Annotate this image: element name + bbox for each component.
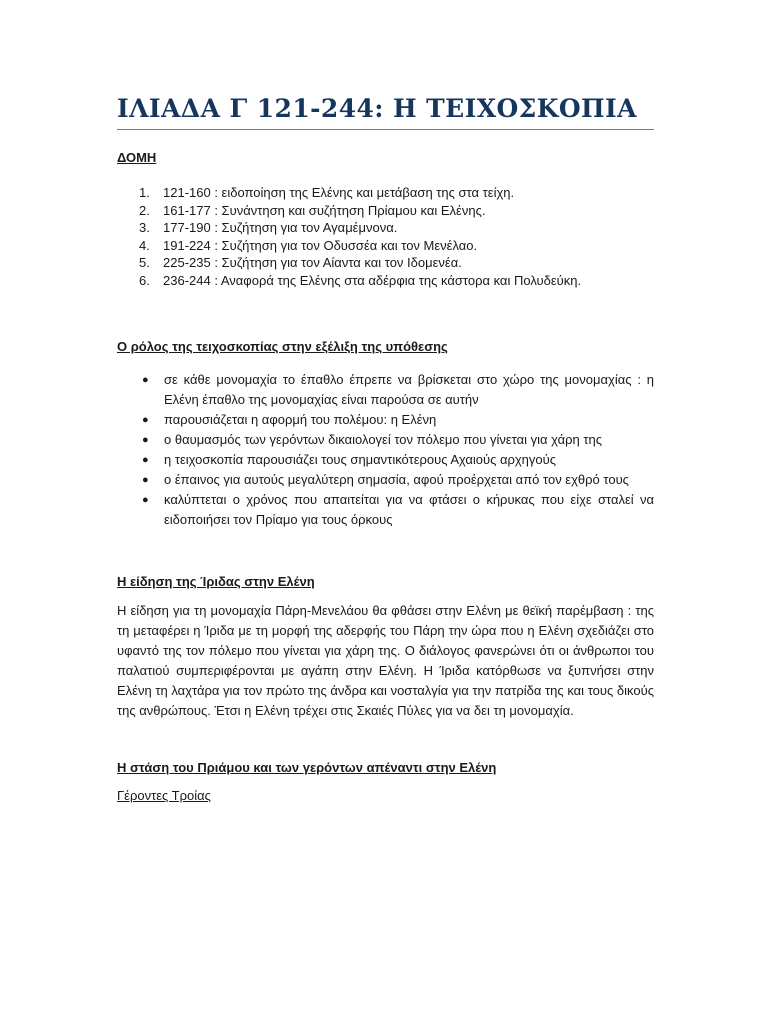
list-number: 6. [139,272,150,288]
list-item [117,184,654,202]
bullet-icon: ● [142,474,149,486]
list-item-text: ο έπαινος για αυτούς μεγαλύτερη σημασία, αφού προέρχεται από τον εχθρό τους [164,472,629,487]
list-item-text: ο θαυμασμός των γερόντων δικαιολογεί τον πόλεμο που γίνεται για χάρη της [164,432,602,447]
list-item [117,450,654,470]
structure-heading: ΔΟΜΗ [117,150,157,165]
title-underline [117,129,654,130]
list-item [117,254,654,272]
list-item [117,202,654,220]
list-item-text: 225-235 : Συζήτηση για τον Αίαντα και τον Ιδομενέα. [163,255,462,270]
list-item-text: 177-190 : Συζήτηση για τον Αγαμέμνονα. [163,220,398,235]
list-item [117,370,654,410]
list-item-text: η τειχοσκοπία παρουσιάζει τους σημαντικότερους Αχαιούς αρχηγούς [164,452,557,467]
list-item-text: 191-224 : Συζήτηση για τον Οδυσσέα και τον Μενέλαο. [163,237,478,253]
role-bullet-list [117,370,654,530]
list-item [117,490,654,530]
priam-section [117,759,654,805]
list-item-text: σε κάθε μονομαχία το έπαθλο έπρεπε να βρίσκεται στο χώρο της μονομαχίας : η Ελένη έπαθλο της μονομαχίας είναι παρούσα σε αυτήν [164,372,654,407]
bullet-icon: ● [142,454,149,466]
list-item-text: παρουσιάζεται η αφορμή του πολέμου: η Ελένη [164,412,437,427]
iris-heading: Η είδηση της Ίριδας στην Ελένη [117,574,315,589]
priam-subheading: Γέροντες Τροίας [117,788,211,803]
list-number: 1. [139,185,150,200]
list-item [117,272,654,290]
priam-heading: Η στάση του Πριάμου και των γερόντων απέναντι στην Ελένη [117,760,497,775]
list-item-text: 161-177 : Συνάντηση και συζήτηση Πρίαμου και Ελένης. [163,202,486,218]
list-number: 4. [139,237,150,253]
list-item-text: καλύπτεται ο χρόνος που απαιτείται για να φτάσει ο κήρυκας που είχε σταλεί να ειδοποιήσει τον Πρίαμο για τους όρκους [164,492,654,527]
list-item-text: 236-244 : Αναφορά της Ελένης στα αδέρφια της κάστορα και Πολυδεύκη. [163,272,582,288]
list-item-text: 121-160 : ειδοποίηση της Ελένης και μετάβαση της στα τείχη. [163,185,515,200]
iris-section [117,573,654,721]
bullet-icon: ● [142,494,149,506]
list-item [117,219,654,237]
list-number: 5. [139,255,150,270]
iris-paragraph: Η είδηση για τη μονομαχία Πάρη-Μενελάου θα φθάσει στην Ελένη με θεϊκή παρέμβαση : της τη μεταφέρει η Ίριδα με τη μορφή της αδερφής του Πάρη την ώρα που η Ελένη σχεδιάζει στο υφαντό της τον πόλεμο που γίνεται για χάρη της. Ο διάλογος φανερώνει ότι οι άνθρωποι του παλατιού συμπεριφέρονται με αγάπη στην Ελένη. Η Ίριδα κατόρθωσε να ξυπνήσει στην Ελένη τη λαχτάρα για τον πρώτο της άνδρα και νοσταλγία για την πατρίδα της και τους δικούς της ανθρώπους. Έτσι η Ελένη τρέχει στις Σκαιές Πύλες για να δει τη μονομαχία. [117,603,654,718]
document-page [117,0,654,805]
bullet-icon: ● [142,414,149,426]
list-number: 2. [139,202,150,218]
bullet-icon: ● [142,434,149,446]
structure-list [117,184,654,289]
list-item [117,430,654,450]
role-heading: Ο ρόλος της τειχοσκοπίας στην εξέλιξη της υπόθεσης [117,339,448,354]
list-item [117,410,654,430]
page-title: ΙΛΙΑΔΑ Γ 121-244: Η ΤΕΙΧΟΣΚΟΠΙΑ [117,94,637,123]
role-section [117,338,654,530]
bullet-icon: ● [142,374,149,386]
list-item [117,470,654,490]
list-item [117,237,654,255]
structure-section [117,149,654,289]
list-number: 3. [139,220,150,235]
